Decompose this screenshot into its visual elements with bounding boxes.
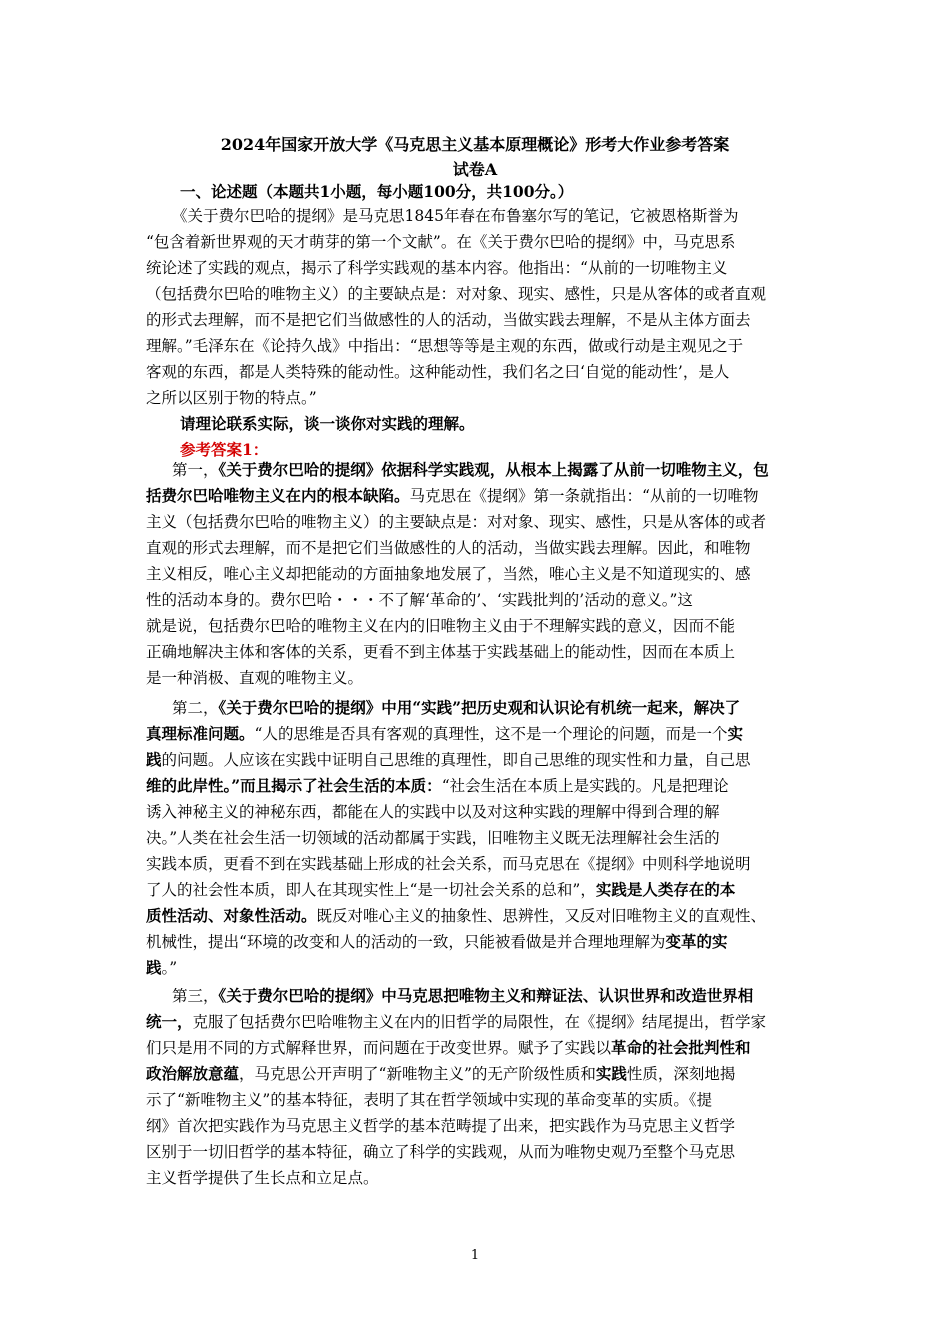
text-segment: 变革的实: [665, 932, 728, 951]
text-segment: 决。”人类在社会生活一切领域的活动都属于实践，旧唯物主义既无法理解社会生活的: [146, 829, 720, 847]
question-line: 理解。”毛泽东在《论持久战》中指出：“思想等等是主观的东西，做或行动是主观见之于: [146, 337, 744, 355]
para2-line: [146, 932, 786, 952]
text-segment: 直观的形式去理解，而不是把它们当做感性的人的活动，当做实践去理解。因此，和唯物: [146, 539, 751, 557]
section-heading: 一、论述题（本题共1小题，每小题100分，共100分。）: [180, 182, 574, 201]
text-segment: 践: [146, 750, 162, 769]
para1-line: [146, 486, 786, 506]
text-segment: 《关于费尔巴哈的提纲》依据科学实践观，从根本上揭露了从前一切唯物主义，包: [218, 460, 769, 479]
para1-line: [172, 460, 812, 480]
para1-line: [146, 642, 786, 662]
text-segment: 既反对唯心主义的抽象性、思辨性，又反对旧唯物主义的直观性、: [316, 907, 767, 925]
para2-line: [146, 750, 786, 770]
text-segment: 第三，: [172, 987, 219, 1005]
text-segment: 践: [146, 958, 162, 977]
para3-line: [146, 1038, 786, 1058]
para1-line: [146, 668, 786, 688]
para3-line: [146, 1142, 786, 1162]
text-segment: 主义（包括费尔巴哈的唯物主义）的主要缺点是：对对象、现实、感性，只是从客体的或者: [146, 513, 767, 531]
para3-line: [146, 1168, 786, 1188]
text-segment: 政治解放意蕴: [146, 1064, 240, 1083]
text-segment: 性的活动本身的。费尔巴哈・・・不了解‘革命的’、‘实践批判的’活动的意义。”这: [146, 591, 693, 609]
para1-line: [146, 538, 786, 558]
text-segment: 第二，: [172, 699, 219, 717]
para2-line: [146, 724, 786, 744]
para1-line: [146, 512, 786, 532]
answer-label: 参考答案1：: [180, 440, 269, 459]
para1-line: [146, 564, 786, 584]
text-segment: 维的此岸性。”: [146, 776, 241, 795]
question-line: 统论述了实践的观点，揭示了科学实践观的基本内容。他指出：“从前的一切唯物主义: [146, 259, 728, 277]
para3-line: [172, 986, 812, 1006]
text-segment: 了人的社会性本质，即人在其现实性上“是一切社会关系的总和”，: [146, 881, 596, 899]
text-segment: 主义相反，唯心主义却把能动的方面抽象地发展了，当然，唯心主义是不知道现实的、感: [146, 565, 751, 583]
document-subtitle: 试卷A: [452, 160, 498, 179]
text-segment: 示了“新唯物主义”的基本特征，表明了其在哲学领域中实现的革命变革的实质。《提: [146, 1091, 713, 1109]
text-segment: “人的思维是否具有客观的真理性，这不是一个理论的问题，而是一个: [254, 725, 728, 743]
para2-line: [172, 698, 812, 718]
text-segment: 实: [727, 724, 743, 743]
question-line: 的形式去理解，而不是把它们当做感性的人的活动，当做实践去理解，不是从主体方面去: [146, 311, 751, 329]
para1-line: [146, 590, 786, 610]
text-segment: 纲》首次把实践作为马克思主义哲学的基本范畴提了出来，把实践作为马克思主义哲学: [146, 1117, 736, 1135]
para3-line: [146, 1064, 786, 1084]
para2-line: [146, 854, 786, 874]
text-segment: 性质，深刻地揭: [626, 1065, 736, 1083]
para2-line: [146, 906, 786, 926]
question-line: “包含着新世界观的天才萌芽的第一个文献”。在《关于费尔巴哈的提纲》中，马克思系: [146, 233, 736, 251]
text-segment: 而且揭示了社会生活的本质：: [240, 776, 442, 795]
text-segment: 实践: [595, 1064, 627, 1083]
text-segment: 《关于费尔巴哈的提纲》中用“实践”把历史观和认识论有机统一起来，解决了: [218, 698, 741, 717]
page-number: 1: [470, 1248, 480, 1263]
text-segment: 真理标准问题。: [146, 724, 255, 743]
para3-line: [146, 1116, 786, 1136]
question-line: 客观的东西，都是人类特殊的能动性。这种能动性，我们名之曰‘自觉的能动性’，是人: [146, 363, 730, 381]
para1-line: [146, 616, 786, 636]
text-segment: 诱入神秘主义的神秘东西，都能在人的实践中以及对这种实践的理解中得到合理的解: [146, 803, 720, 821]
text-segment: 的问题。人应该在实践中证明自己思维的真理性，即自己思维的现实性和力量，自己思: [161, 751, 751, 769]
question-prompt: 请理论联系实际，谈一谈你对实践的理解。: [180, 414, 475, 433]
document-title: 2024年国家开放大学《马克思主义基本原理概论》形考大作业参考答案: [220, 135, 730, 154]
question-line: （包括费尔巴哈的唯物主义）的主要缺点是：对对象、现实、感性，只是从客体的或者直观: [146, 285, 767, 303]
text-segment: “社会生活在本质上是实践的。凡是把理论: [441, 777, 729, 795]
text-segment: 区别于一切旧哲学的基本特征，确立了科学的实践观，从而为唯物史观乃至整个马克思: [146, 1143, 736, 1161]
para2-line: [146, 828, 786, 848]
para2-line: [146, 958, 786, 978]
text-segment: ，马克思公开声明了“新唯物主义”的无产阶级性质和: [239, 1065, 596, 1083]
para3-line: [146, 1090, 786, 1110]
text-segment: 统一，: [146, 1012, 193, 1031]
text-segment: 质性活动、对象性活动。: [146, 906, 317, 925]
text-segment: 克服了包括费尔巴哈唯物主义在内的旧哲学的局限性，在《提纲》结尾提出，哲学家: [192, 1013, 767, 1031]
text-segment: 第一，: [172, 461, 219, 479]
text-segment: 就是说，包括费尔巴哈的唯物主义在内的旧唯物主义由于不理解实践的意义，因而不能: [146, 617, 736, 635]
text-segment: 们只是用不同的方式解释世界，而问题在于改变世界。赋予了实践以: [146, 1039, 612, 1057]
text-segment: 马克思在《提纲》第一条就指出：“从前的一切唯物: [409, 487, 759, 505]
text-segment: 括费尔巴哈唯物主义在内的根本缺陷。: [146, 486, 410, 505]
text-segment: 主义哲学提供了生长点和立足点。: [146, 1169, 379, 1187]
text-segment: 《关于费尔巴哈的提纲》中马克思把唯物主义和辩证法、认识世界和改造世界相: [218, 986, 754, 1005]
text-segment: 实践本质，更看不到在实践基础上形成的社会关系，而马克思在《提纲》中则科学地说明: [146, 855, 751, 873]
text-segment: 是一种消极、直观的唯物主义。: [146, 669, 364, 687]
text-segment: 革命的社会批判性和: [611, 1038, 751, 1057]
para2-line: [146, 802, 786, 822]
question-line: 之所以区别于物的特点。”: [146, 389, 317, 407]
text-segment: 正确地解决主体和客体的关系，更看不到主体基于实践基础上的能动性，因而在本质上: [146, 643, 736, 661]
question-line: 《关于费尔巴哈的提纲》是马克思1845年春在布鲁塞尔写的笔记，它被恩格斯誉为: [172, 207, 739, 225]
para2-line: [146, 776, 786, 796]
text-segment: 。”: [161, 959, 178, 977]
para2-line: [146, 880, 786, 900]
text-segment: 实践是人类存在的本: [595, 880, 736, 899]
text-segment: 机械性，提出“环境的改变和人的活动的一致，只能被看做是并合理地理解为: [146, 933, 666, 951]
para3-line: [146, 1012, 786, 1032]
